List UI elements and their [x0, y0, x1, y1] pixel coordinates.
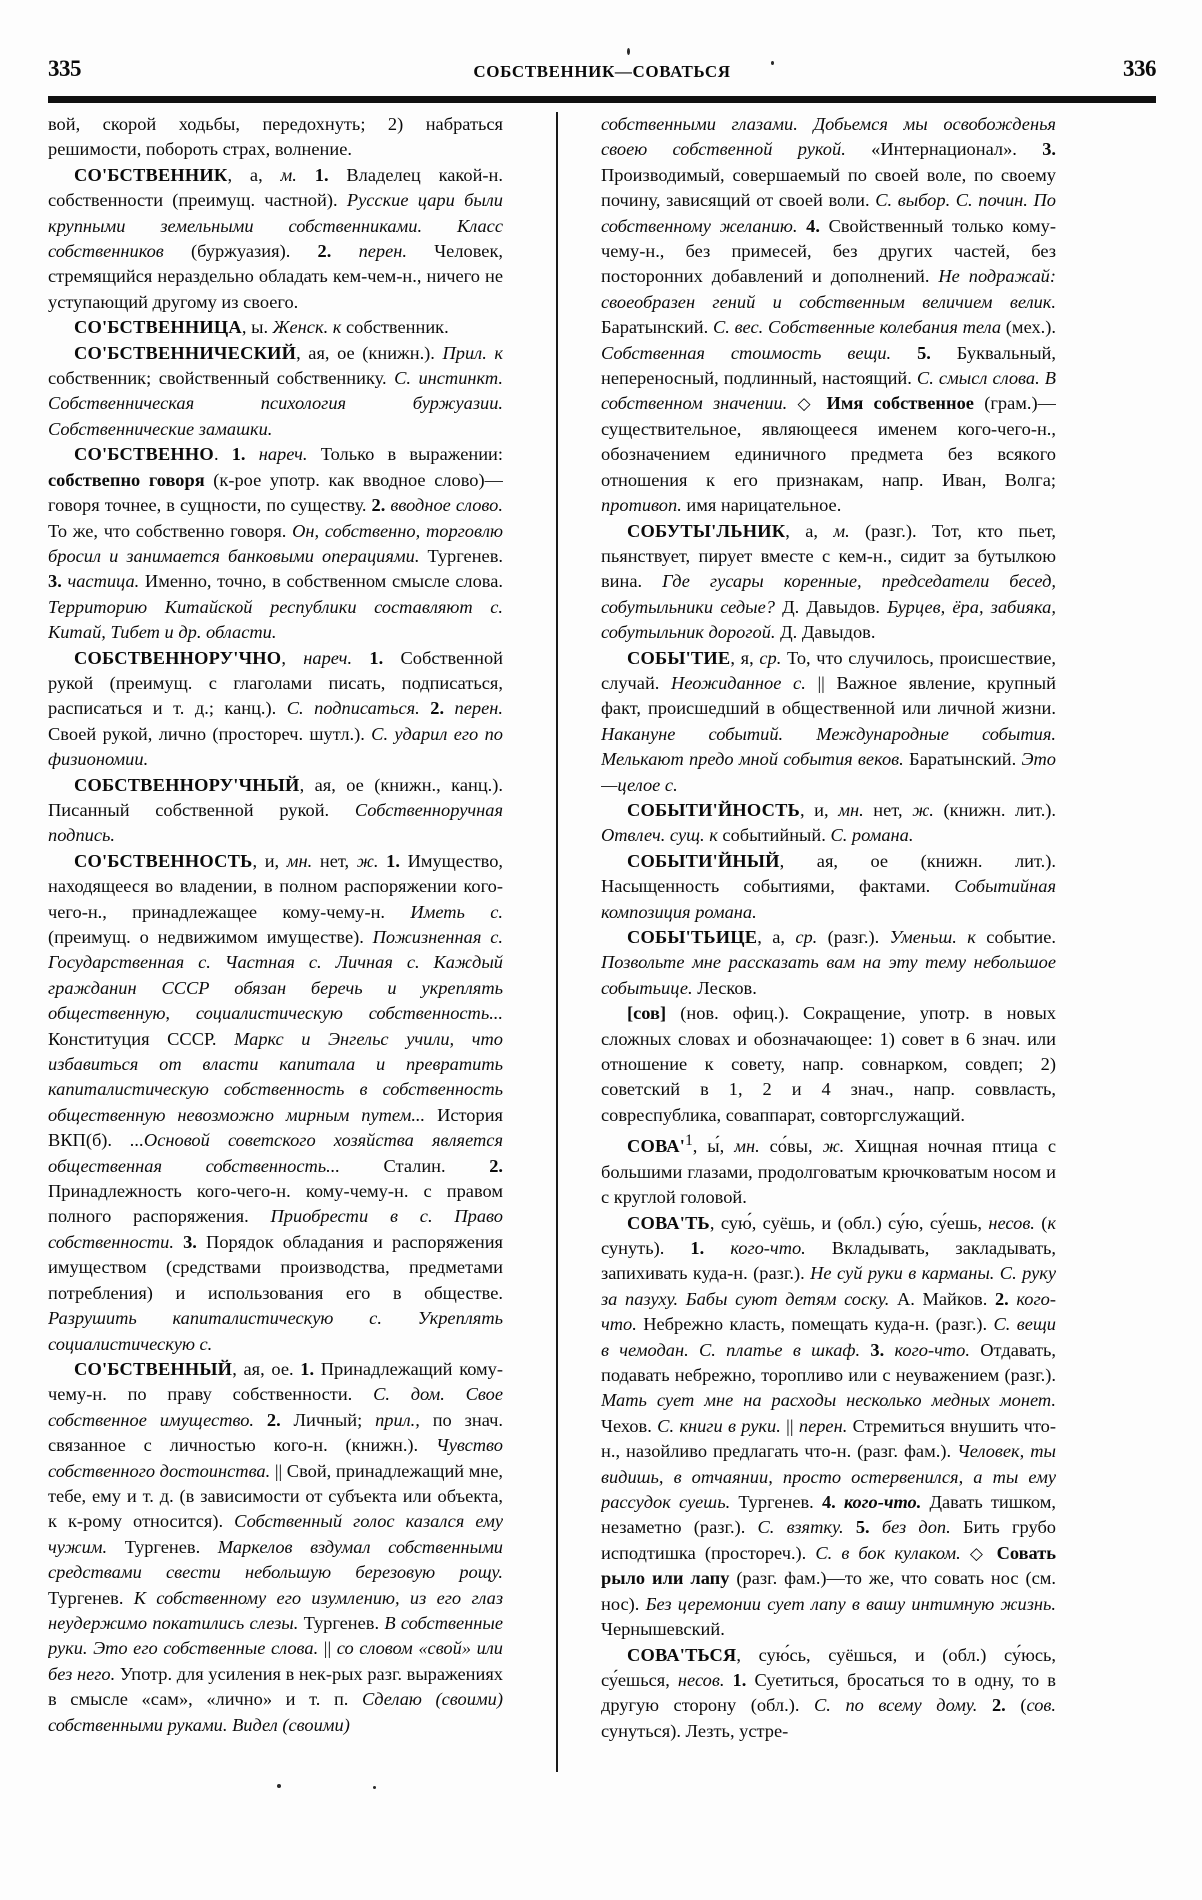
- dictionary-entry: СО'БСТВЕННИЧЕСКИЙ, ая, ое (книжн.). Прил. к собственник; свойственный собственнику. С. инстинкт. Собственническая психология буржуазии. Собственнические замашки.: [48, 342, 503, 439]
- scan-speck: [627, 48, 630, 55]
- dictionary-entry: СО'БСТВЕННЫЙ, ая, ое. 1. Принадлежащий кому-чему-н. по праву собственности. С. дом. Свое собственное имущество. 2. Личный; прил., по знач. связанное с личностью кого-н. (книжн.). Чувство собственного достоинства. || Свой, принадлежащий мне, тебе, ему и т. д. (в зависимости от субъекта или объекта, к к-рому относится). Собственный голос казался ему чужим. Тургенев. Маркелов вздумал собственными средствами свести небольшую березовую рощу. Тургенев. К собственному его изумлению, из его глаз неудержимо покатились слезы. Тургенев. В собственные руки. Это его собственные слова. || со словом «свой» или без него. Употр. для усиления в нек-рых разг. выражениях в смысле «сам», «лично» и т. п. Сделаю (своими) собственными руками. Видел (своими): [48, 1358, 503, 1735]
- dictionary-entry: СОБУТЫ'ЛЬНИК, а, м. (разг.). Тот, кто пьет, пьянствует, пирует вместе с кем-н., сидит за бутылкою вина. Где гусары коренные, председатели бесед, собутыльники седые? Д. Давыдов. Бурцев, ёра, забияка, собутыльник дорогой. Д. Давыдов.: [601, 520, 1056, 643]
- dictionary-entry: СОБСТВЕННОРУ'ЧНО, нареч. 1. Собственной рукой (преимущ. с глаголами писать, подписаться, расписаться и т. д.; канц.). С. подписаться. 2. перен. Своей рукой, лично (простореч. шутл.). С. ударил его по физиономии.: [48, 647, 503, 770]
- dictionary-entry: [сов] (нов. офиц.). Сокращение, употр. в новых сложных словах и обозначающее: 1) совет в 6 знач. или отношение к совету, напр. совнарком, совдеп; 2) советский в 1, 2 и 4 знач., напр. соввласть, совреспублика, соваппарат, совторгслужащий.: [601, 1003, 1056, 1125]
- entry-continuation: собственными глазами. Добьемся мы освобожденья своею собственной рукой. «Интернационал». 3. Производимый, совершаемый по своей воле, по своему почину, зависящий от своей воли. С. выбор. С. почин. По собственному желанию. 4. Свойственный только кому-чему-н., без примесей, без других частей, без посторонних добавлений и дополнений. Не подражай: своеобразен гений и собственным величием велик. Баратынский. С. вес. Собственные колебания тела (мех.). Собственная стоимость вещи. 5. Буквальный, непереносный, подлинный, настоящий. С. смысл слова. В собственном значении. ◇ Имя собственное (грам.)—существительное, являющееся именем кого-чего-н., обозначением единичного предмета без всякого отношения к его признакам, напр. Иван, Волга; противоп. имя нарицательное.: [601, 114, 1056, 516]
- entry-continuation: вой, скорой ходьбы, передохнуть; 2) набраться решимости, побороть страх, волнение.: [48, 114, 503, 160]
- header-rule: [48, 96, 1156, 103]
- dictionary-entry: СОВА'ТЬ, сую́, суёшь, и (обл.) су́ю, су́ешь, несов. (к сунуть). 1. кого-что. Вкладывать, закладывать, запихивать куда-н. (разг.). Не суй руки в карманы. С. руку за пазуху. Бабы суют детям соску. А. Майков. 2. кого-что. Небрежно класть, помещать куда-н. (разг.). С. вещи в чемодан. С. платье в шкаф. 3. кого-что. Отдавать, подавать небрежно, торопливо или с неуважением (разг.). Мать сует мне на расходы несколько медных монет. Чехов. С. книги в руки. || перен. Стремиться внушить что-н., назойливо предлагать что-н. (разг. фам.). Человек, ты видишь, в отчаянии, просто остервенился, а ты ему рассудок суешь. Тургенев. 4. кого-что. Давать тишком, незаметно (разг.). С. взятку. 5. без доп. Бить грубо исподтишка (простореч.). С. в бок кулаком. ◇ Совать рыло или лапу (разг. фам.)—то же, что совать нос (см. нос). Без церемонии сует лапу в вашу интимную жизнь. Чернышевский.: [601, 1212, 1056, 1640]
- dictionary-entry: СО'БСТВЕННО. 1. нареч. Только в выражении: собствепно говоря (к-рое употр. как вводное слово)—говоря точнее, в сущности, по существу. 2. вводное слово. То же, что собственно говоря. Он, собственно, торговлю бросил и занимается банковыми операциями. Тургенев. 3. частица. Именно, точно, в собственном смысле слова. Территорию Китайской республики составляют с. Китай, Тибет и др. области.: [48, 444, 503, 643]
- dictionary-entry: СО'БСТВЕННОСТЬ, и, мн. нет, ж. 1. Имущество, находящееся во владении, в полном распоряжении кого-чего-н., принадлежащее кому-чему-н. Иметь с. (преимущ. о недвижимом имуществе). Пожизненная с. Государственная с. Частная с. Личная с. Каждый гражданин СССР обязан беречь и укреплять общественную, социалистическую собственность... Конституция СССР. Маркс и Энгельс учили, что избавиться от власти капитала и превратить капиталистическую собственность в собственность общественную невозможно мирным путем... История ВКП(б). ...Основой советского хозяйства является общественная собственность... Сталин. 2. Принадлежность кого-чего-н. кому-чему-н. с правом полного распоряжения. Приобрести в с. Право собственности. 3. Порядок обладания и распоряжения имуществом (средствами производства, предметами потребления) и использования его в обществе. Разрушить капиталистическую с. Укреплять социалистическую с.: [48, 850, 503, 1354]
- dictionary-entry: СОБЫ'ТИЕ, я, ср. То, что случилось, происшествие, случай. Неожиданное с. || Важное явление, крупный факт, происшедший в общественной или личной жизни. Накануне событий. Международные события. Мелькают предо мной события веков. Баратынский. Это—целое с.: [601, 647, 1056, 795]
- dictionary-entry: $СОВА'^1$, ы́, мн. со́вы, ж. Хищная ночная птица с большими глазами, продолговатым крючковатым носом и с круглой головой.: [601, 1132, 1056, 1208]
- right-column: [601, 112, 1056, 1772]
- folio-right: 336: [1123, 56, 1156, 81]
- scan-speck: [277, 1784, 281, 1788]
- dictionary-entry: СОВА'ТЬСЯ, сую́сь, суёшься, и (обл.) су́юсь, су́ешься, несов. 1. Суетиться, бросаться то в одну, то в другую сторону (обл.). С. по всему дому. 2. (сов. сунуться). Лезть, устре-: [601, 1644, 1056, 1741]
- running-head: [48, 48, 1156, 92]
- dictionary-entry: СОБЫТИ'ЙНОСТЬ, и, мн. нет, ж. (книжн. лит.). Отвлеч. сущ. к событийный. С. романа.: [601, 799, 1056, 846]
- left-column: [48, 112, 503, 1772]
- dictionary-entry: СО'БСТВЕННИЦА, ы. Женск. к собственник.: [74, 317, 449, 338]
- scan-speck: [373, 1786, 376, 1789]
- dictionary-entry: СОБЫТИ'ЙНЫЙ, ая, ое (книжн. лит.). Насыщенность событиями, фактами. Событийная композиция романа.: [601, 850, 1056, 922]
- dictionary-entry: СОБЫ'ТЬИЦЕ, а, ср. (разг.). Уменьш. к событие. Позвольте мне рассказать вам на эту тему небольшое событьице. Лесков.: [601, 927, 1056, 998]
- page-title: СОБСТВЕННИК—СОВАТЬСЯ: [473, 62, 731, 81]
- dictionary-entry: СОБСТВЕННОРУ'ЧНЫЙ, ая, ое (книжн., канц.). Писанный собственной рукой. Собственноручная подпись.: [48, 774, 503, 846]
- folio-left: 335: [48, 56, 81, 81]
- column-divider: [556, 112, 558, 1772]
- column-container: [48, 112, 1156, 1772]
- dictionary-entry: СО'БСТВЕННИК, а, м. 1. Владелец какой-н. собственности (преимущ. частной). Русские цари были крупными земельными собственниками. Класс собственников (буржуазия). 2. перен. Человек, стремящийся нераздельно обладать кем-чем-н., ничего не уступающий другому из своего.: [48, 164, 503, 312]
- scan-speck: [771, 61, 774, 65]
